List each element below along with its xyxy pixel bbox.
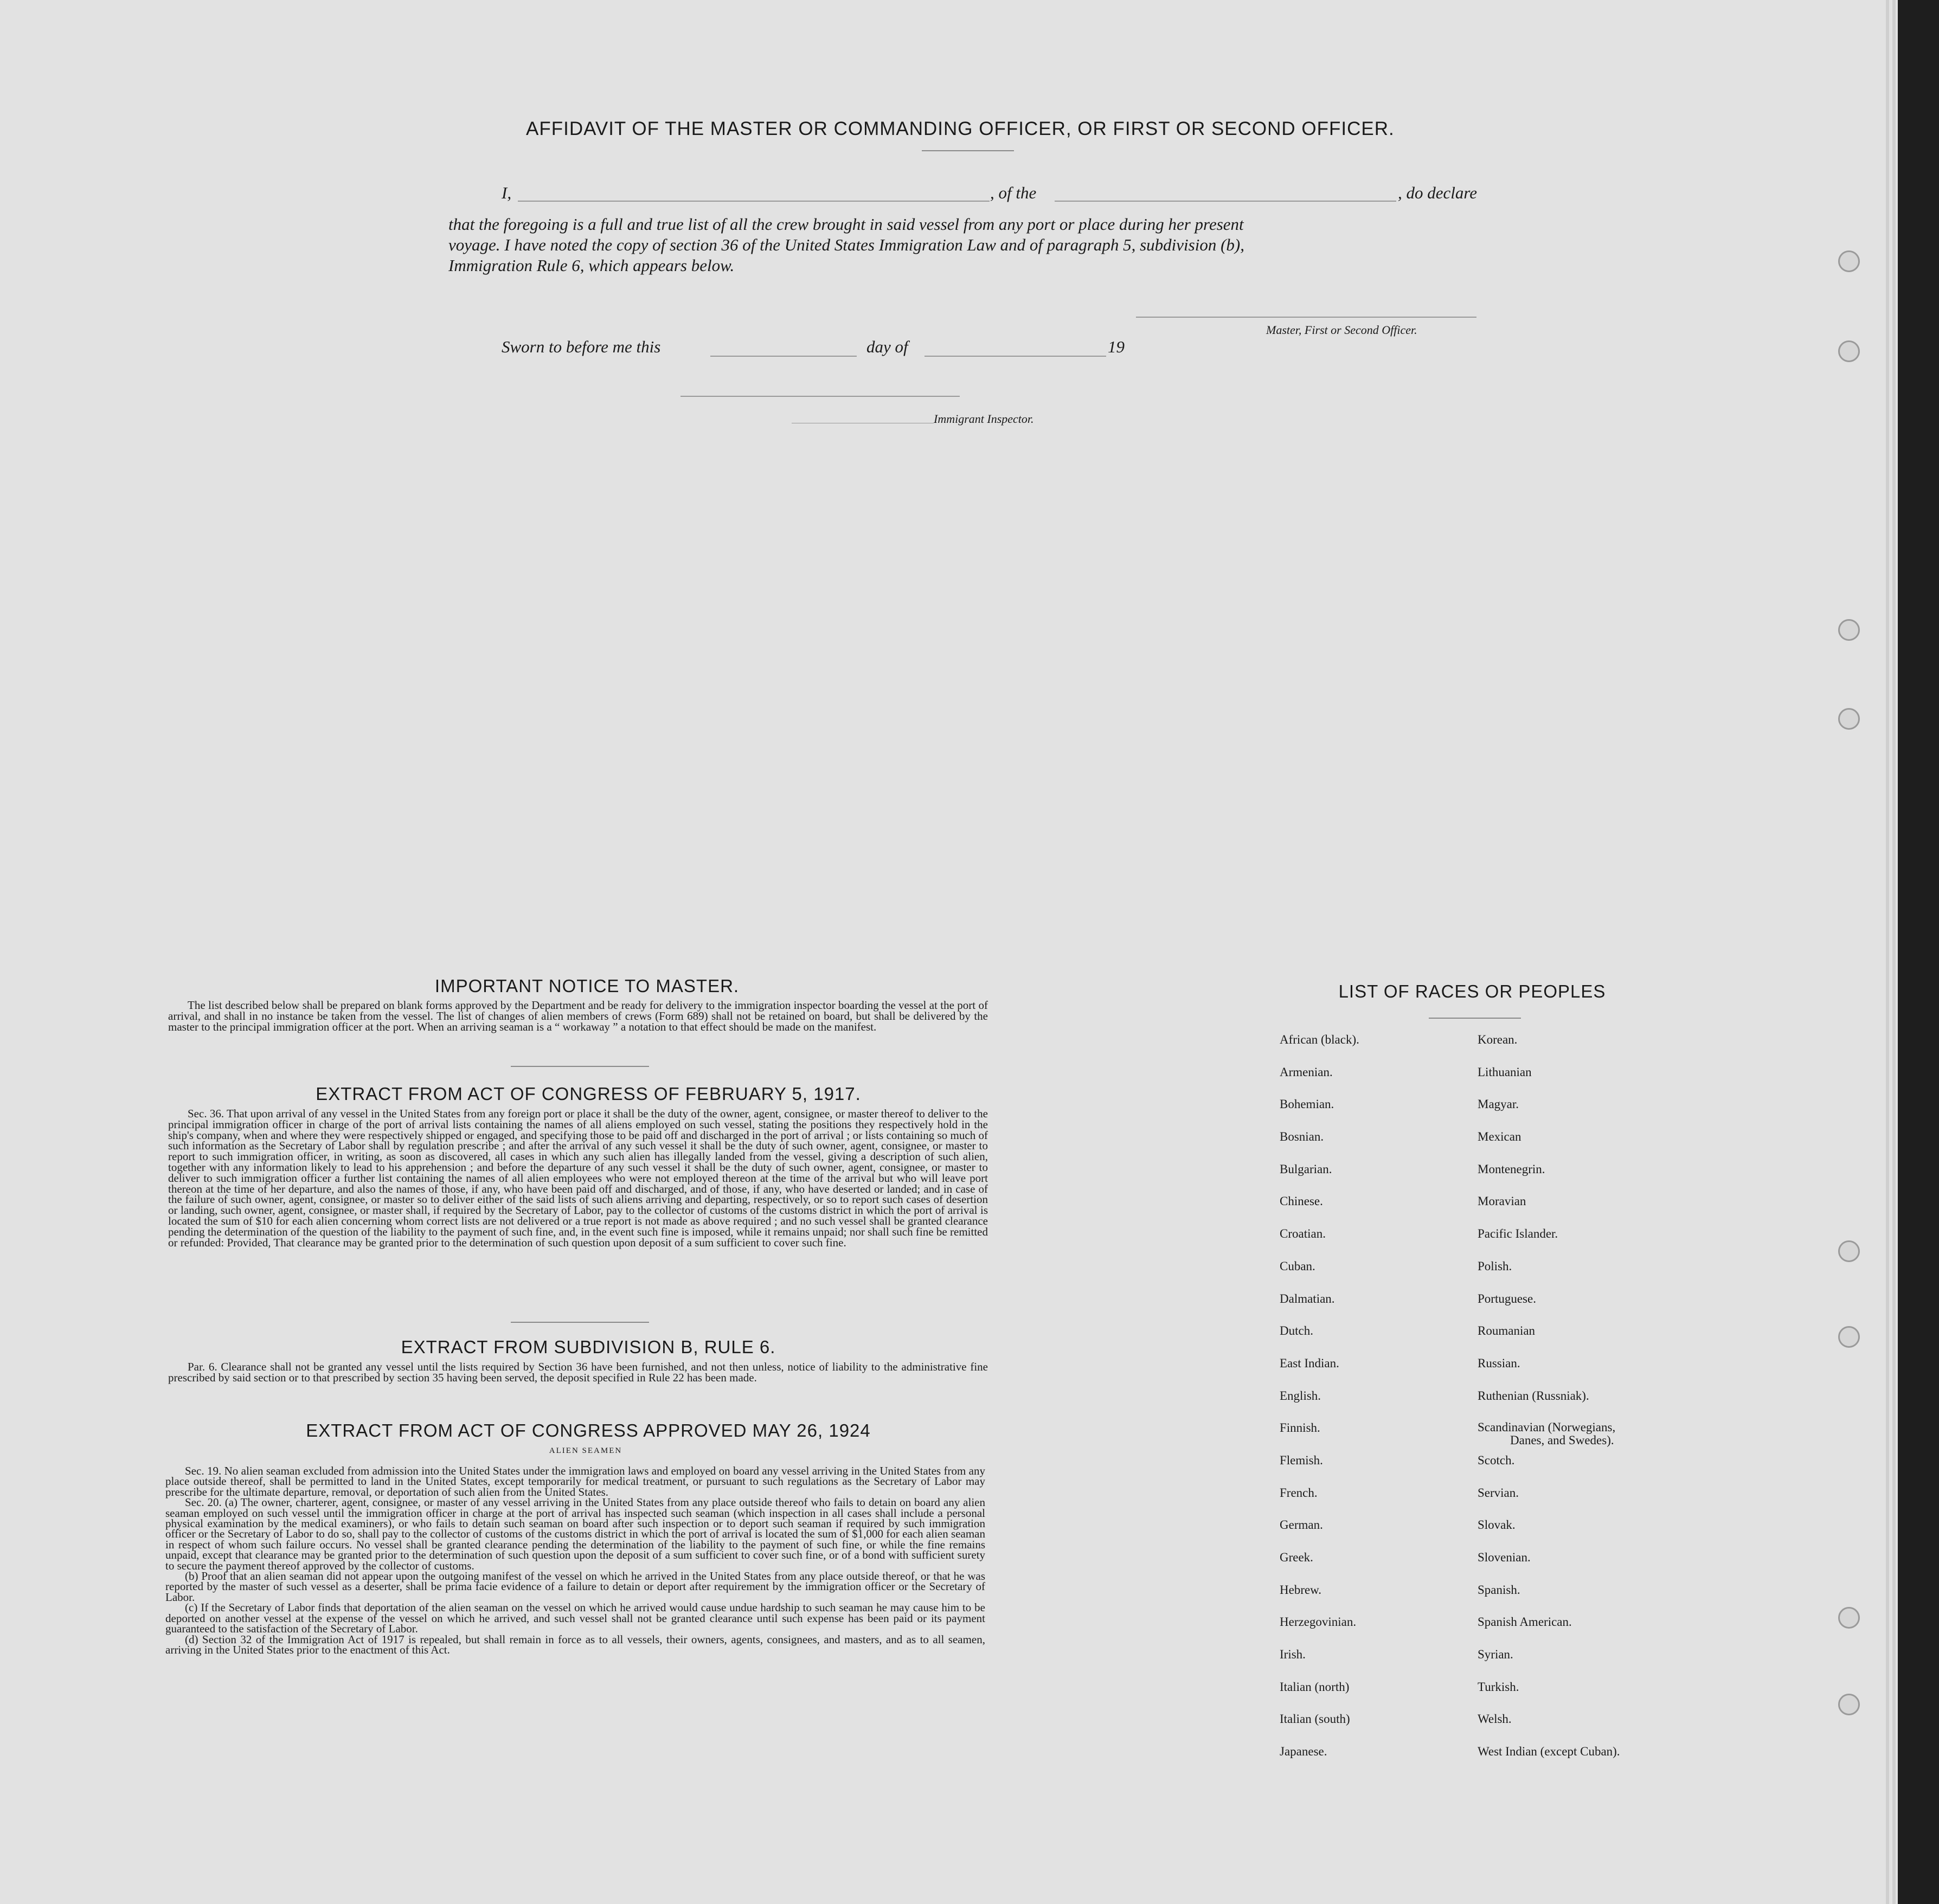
race-item: Armenian. <box>1280 1065 1333 1079</box>
races-title: LIST OF RACES OR PEOPLES <box>1338 981 1606 1001</box>
race-item: Croatian. <box>1280 1227 1326 1241</box>
race-item: Lithuanian <box>1478 1065 1532 1079</box>
race-item: Servian. <box>1478 1485 1519 1500</box>
race-item: Russian. <box>1478 1356 1520 1370</box>
sworn-day-of: day of <box>866 337 908 356</box>
extract-1917-title: EXTRACT FROM ACT OF CONGRESS OF FEBRUARY 5, 1917. <box>316 1084 861 1104</box>
punch-hole <box>1838 250 1860 272</box>
race-item: Ruthenian (Russniak). <box>1478 1388 1589 1403</box>
race-item: Bosnian. <box>1280 1130 1324 1144</box>
race-item: Dalmatian. <box>1280 1291 1335 1305</box>
extract-rule6-paragraph: Par. 6. Clearance shall not be granted any vessel until the lists required by Section 36 have been furnished, and not then unless, notice of liability to the administrative fine prescribed by said section or to that prescribed by section 35 having been served, the deposit specified in Rule 22 has been made. <box>168 1360 988 1384</box>
punch-hole <box>1838 1607 1860 1629</box>
race-item: Bohemian. <box>1280 1097 1334 1111</box>
extract-rule6-title: EXTRACT FROM SUBDIVISION B, RULE 6. <box>401 1337 776 1357</box>
sworn-prefix: Sworn to before me this <box>502 337 661 356</box>
race-item: Dutch. <box>1280 1324 1313 1338</box>
race-item: Chinese. <box>1280 1194 1323 1208</box>
race-item: Welsh. <box>1478 1712 1512 1726</box>
race-item: Slovenian. <box>1478 1551 1531 1564</box>
sworn-month-blank[interactable] <box>924 356 1106 357</box>
punch-hole <box>1838 1326 1860 1348</box>
race-item-continuation: Danes, and Swedes). <box>1510 1433 1614 1448</box>
extract-1924-paragraph: Sec. 19. No alien seaman excluded from admission into the United States under the immigration laws and employed on board any vessel arriving in the United States from any place outside thereof, shall be permitted to land in the United States, except temporarily for medical treatment, or pursuant to such regulations as the Secretary of Labor may prescribe for the ultimate departure, removal, or deportation of such alien from the United States. <box>165 1464 985 1498</box>
extract-1924-body <box>165 1466 985 1655</box>
race-item: African (black). <box>1280 1033 1359 1046</box>
punch-hole <box>1838 1694 1860 1715</box>
punch-hole <box>1838 340 1860 362</box>
race-item: Hebrew. <box>1280 1583 1322 1597</box>
affidavit-declare: , do declare <box>1398 183 1478 202</box>
section-divider <box>511 1066 649 1067</box>
race-item: French. <box>1280 1485 1318 1500</box>
race-item: Herzegovinian. <box>1280 1615 1357 1629</box>
affidavit-title: AFFIDAVIT OF THE MASTER OR COMMANDING OFFICER, OR FIRST OR SECOND OFFICER. <box>526 118 1395 139</box>
race-item: Syrian. <box>1478 1648 1513 1662</box>
race-item: Scotch. <box>1478 1453 1515 1467</box>
race-item: English. <box>1280 1388 1321 1403</box>
affidavit-i: I, <box>502 183 512 202</box>
sworn-year: 19 <box>1108 337 1125 356</box>
sworn-day-blank[interactable] <box>710 356 857 357</box>
race-item: Japanese. <box>1280 1745 1327 1759</box>
extract-1917-paragraph: Sec. 36. That upon arrival of any vessel in the United States from any foreign port or place it shall be the duty of the owner, agent, consignee, or master thereof to deliver to the principal immigration officer in charge of the port of arrival lists containing the names of all aliens employed on such vessel, stating the positions they respectively hold in the ship's company, when and where they were respectively shipped or engaged, and specifying those to be paid off and discharged in the port of arrival ; or lists containing so much of such information as the Secretary of Labor shall by regulation prescribe ; and after the arrival of any such vessel it shall be the duty of such owner, agent, consignee, or master to report to such immigration officer, in writing, as soon as discovered, all cases in which any such alien has illegally landed from the vessel, giving a description of such alien, together with any information likely to lead to his apprehension ; and before the departure of any such vessel it shall be the duty of such owner, agent, consignee, or master to deliver to such immigration officer a further list containing the names of all alien employees who were not employed thereon at the time of the arrival but who will leave port thereon at the time of her departure, and also the names of those, if any, who have been paid off and discharged, and of those, if any, who have deserted or landed; and in case of the failure of such owner, agent, consignee, or master so to deliver either of the said lists of such aliens arriving and departing, respectively, or so to report such cases of desertion or landing, such owner, agent, consignee, or master shall, if required by the Secretary of Labor, pay to the collector of customs of the customs district in which the port of arrival is located the sum of $10 for each alien concerning whom correct lists are not delivered or a true report is not made as above required ; and no such vessel shall be granted clearance pending the determination of the question of the liability to the payment of such fine, and, in the event such fine is imposed, while it remains unpaid; nor shall such fine be remitted or refunded: Provided, That clearance may be granted prior to the determination of such question upon deposit of a sum sufficient to cover such fine. <box>168 1107 988 1249</box>
race-item: Turkish. <box>1478 1680 1519 1694</box>
race-item: Moravian <box>1478 1194 1526 1208</box>
race-item: Pacific Islander. <box>1478 1227 1558 1241</box>
race-item: Irish. <box>1280 1648 1306 1662</box>
race-item <box>1478 1421 1620 1453</box>
punch-hole <box>1838 1240 1860 1262</box>
inspector-signature-line[interactable] <box>680 396 960 397</box>
race-item: Portuguese. <box>1478 1291 1536 1305</box>
race-item: Cuban. <box>1280 1259 1315 1273</box>
race-item: Polish. <box>1478 1259 1512 1273</box>
race-item: German. <box>1280 1518 1323 1532</box>
race-item: Flemish. <box>1280 1453 1323 1467</box>
officer-signature-line[interactable] <box>1136 317 1476 318</box>
race-item: Slovak. <box>1478 1518 1516 1532</box>
race-item: Korean. <box>1478 1033 1518 1046</box>
race-item: Spanish American. <box>1478 1615 1572 1629</box>
race-item: West Indian (except Cuban). <box>1478 1745 1620 1759</box>
affidavit-line-3: voyage. I have noted the copy of section 36 of the United States Immigration Law and of paragraph 5, subdivision (b), <box>448 235 1244 254</box>
extract-1924-title: EXTRACT FROM ACT OF CONGRESS APPROVED MAY 26, 1924 <box>306 1420 871 1440</box>
races-right-column <box>1478 1033 1620 1777</box>
extract-1917-body <box>168 1109 988 1248</box>
race-item: Finnish. <box>1280 1421 1320 1435</box>
section-divider <box>511 1322 649 1323</box>
race-item: Magyar. <box>1478 1097 1519 1111</box>
race-item: Spanish. <box>1478 1583 1520 1597</box>
race-item: Bulgarian. <box>1280 1162 1332 1176</box>
race-item: Italian (north) <box>1280 1680 1350 1694</box>
race-item-line: Scandinavian (Norwegians, <box>1478 1420 1616 1435</box>
name-blank[interactable] <box>518 201 990 202</box>
title-divider <box>922 150 1014 151</box>
vessel-blank[interactable] <box>1055 201 1396 202</box>
affidavit-of-the: , of the <box>990 183 1037 202</box>
races-divider <box>1429 1018 1521 1019</box>
extract-1924-paragraph: (b) Proof that an alien seaman did not appear upon the outgoing manifest of the vessel on which he arrived in the United States from any place outside thereof, or that he was reported by the master of such vessel as a deserter, shall be prima facie evidence of a failure to detain or deport after requirement by the immigration officer or the Secretary of Labor. <box>165 1569 985 1604</box>
officer-caption: Master, First or Second Officer. <box>1266 323 1417 337</box>
page-edge <box>1886 0 1889 1904</box>
race-item: Montenegrin. <box>1478 1162 1545 1176</box>
affidavit-line-4: Immigration Rule 6, which appears below. <box>448 256 735 275</box>
notice-body <box>168 1000 988 1032</box>
race-item: Italian (south) <box>1280 1712 1350 1726</box>
extract-1924-paragraph: (c) If the Secretary of Labor finds that deportation of the alien seaman on the vessel on which he arrived would cause undue hardship to such seaman he may cause him to be deported on another vessel at the expense of the vessel on which he arrived, and such vessel shall not be granted clearance until such expense has been paid or its payment guaranteed to the satisfaction of the Secretary of Labor. <box>165 1601 985 1636</box>
race-item: Greek. <box>1280 1551 1313 1564</box>
affidavit-line-2: that the foregoing is a full and true list of all the crew brought in said vessel from any port or place during her present <box>448 215 1244 234</box>
page-edge <box>1892 0 1896 1904</box>
races-left-column <box>1280 1033 1359 1777</box>
extract-1924-paragraph: Sec. 20. (a) The owner, charterer, agent, consignee, or master of any vessel arriving in the United States from any place outside thereof who fails to detain on board any alien seaman employed on such vessel until the immigration officer in charge at the port of arrival has inspected such seaman (which inspection in all cases shall include a personal physical examination by the medical examiners), or who fails to detain such seaman on board after such inspection or to deport such seaman if required by such immigration officer or the Secretary of Labor to do so, shall pay to the collector of customs of the customs district in which the port of arrival is located the sum of $1,000 for each alien seaman in respect of whom such failure occurs. No vessel shall be granted clearance pending the determination of the liability to the payment of such fine, or while the fine remains unpaid, except that clearance may be granted prior to the determination of such question upon the deposit of a sum sufficient to cover such fine, or of a bond with sufficient surety to secure the payment thereof approved by the collector of customs. <box>165 1496 985 1572</box>
race-item: East Indian. <box>1280 1356 1339 1370</box>
punch-hole <box>1838 708 1860 730</box>
extract-1924-subtitle: ALIEN SEAMEN <box>549 1446 622 1455</box>
extract-1924-paragraph: (d) Section 32 of the Immigration Act of 1917 is repealed, but shall remain in force as to all vessels, their owners, agents, consignees, and masters, and as to all seamen, arriving in the United States prior to the enactment of this Act. <box>165 1632 985 1656</box>
race-item: Roumanian <box>1478 1324 1536 1338</box>
punch-hole <box>1838 619 1860 641</box>
notice-paragraph: The list described below shall be prepared on blank forms approved by the Department and be ready for delivery to the immigration inspector boarding the vessel at the port of arrival, and shall in no instance be taken from the vessel. The list of changes of alien members of crews (Form 689) shall not be retained on board, but shall be delivered by the master to the principal immigration officer at the port. When an arriving seaman is a “ workaway ” a notation to that effect should be made on the manifest. <box>168 999 988 1033</box>
notice-title: IMPORTANT NOTICE TO MASTER. <box>434 976 740 996</box>
inspector-caption: Immigrant Inspector. <box>934 412 1034 426</box>
extract-rule6-body <box>168 1361 988 1383</box>
race-item: Mexican <box>1478 1130 1521 1144</box>
